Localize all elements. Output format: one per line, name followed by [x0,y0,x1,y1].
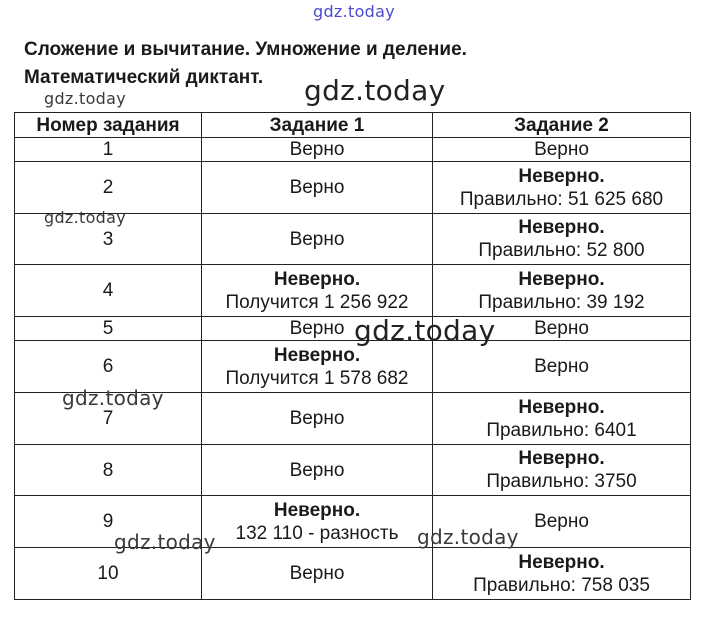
table-row [15,214,691,265]
table-row [15,138,691,162]
answer-text: Правильно: 51 625 680 [459,188,664,210]
task-2-cell [433,496,691,548]
task-2-cell [433,265,691,317]
watermark: gdz.today [417,525,519,549]
task-1-cell [202,445,433,496]
verdict-label: Неверно. [518,448,605,469]
table-row [15,445,691,496]
watermark-top: gdz.today [313,2,395,21]
answer-text: Верно [534,318,589,339]
verdict-label: Неверно. [518,165,605,187]
verdict-label: Неверно. [273,499,361,521]
task-1-cell [202,317,433,341]
table-row [15,341,691,393]
watermark: gdz.today [114,530,216,554]
answer-text: 132 110 - разность [235,522,399,544]
table-row [15,265,691,317]
watermark: gdz.today [62,386,164,410]
answer-text: Правильно: 39 192 [478,291,645,313]
task-number-cell: 9 [15,496,202,548]
answer-text: Верно [289,318,345,339]
task-1-cell [202,496,433,548]
task-1-cell [202,162,433,214]
task-2-cell [433,162,691,214]
task-2-cell [433,341,691,393]
verdict-label: Неверно. [518,551,605,573]
page-title [24,36,684,92]
answer-text: Верно [534,139,589,160]
task-number-cell: 10 [15,548,202,600]
watermark: gdz.today [44,208,126,227]
answer-text: Получится 1 578 682 [225,367,409,389]
answer-text: Правильно: 758 035 [473,574,650,596]
verdict-label: Неверно. [273,344,361,366]
task-number-cell: 2 [15,162,202,214]
task-1-cell [202,341,433,393]
task-2-cell [433,445,691,496]
table-header-row [15,113,691,138]
task-number-cell: 4 [15,265,202,317]
table-row [15,393,691,445]
table-row [15,496,691,548]
verdict-label: Неверно. [273,268,361,290]
task-1-cell [202,214,433,265]
watermark: gdz.today [304,74,446,107]
task-number-cell: 3 [15,214,202,265]
task-2-cell [433,317,691,341]
answer-text: Верно [534,511,589,532]
answer-text: Правильно: 52 800 [478,240,645,261]
task-1-cell [202,265,433,317]
title-line-1: Сложение и вычитание. Умножение и деление. [24,39,467,60]
watermark: gdz.today [44,89,126,108]
answer-text: Верно [289,177,345,198]
task-1-cell [202,393,433,445]
answer-text: Верно [289,228,345,250]
answer-text: Верно [289,139,345,160]
verdict-label: Неверно. [518,268,605,290]
task-number-cell: 1 [15,138,202,162]
answer-text: Верно [534,356,589,377]
header-task-1: Задание 1 [202,113,433,138]
title-line-2: Математический диктант. [24,67,264,88]
task-number-cell: 5 [15,317,202,341]
table-row [15,317,691,341]
answers-table [14,112,691,600]
task-2-cell [433,214,691,265]
task-2-cell [433,548,691,600]
answer-text: Верно [289,563,345,584]
task-2-cell [433,393,691,445]
task-1-cell [202,548,433,600]
task-number-cell: 7 [15,393,202,445]
table-row [15,548,691,600]
answer-text: Получится 1 256 922 [225,291,409,313]
verdict-label: Неверно. [518,217,605,238]
task-number-cell: 6 [15,341,202,393]
task-number-cell: 8 [15,445,202,496]
task-1-cell [202,138,433,162]
watermark: gdz.today [354,314,496,347]
verdict-label: Неверно. [518,396,605,418]
header-task-2: Задание 2 [433,113,691,138]
answer-text: Правильно: 3750 [486,471,637,492]
answer-text: Правильно: 6401 [486,419,637,441]
answer-text: Верно [289,408,345,429]
answer-text: Верно [289,459,345,481]
task-2-cell [433,138,691,162]
table-row [15,162,691,214]
header-task-number: Номер задания [15,113,202,138]
